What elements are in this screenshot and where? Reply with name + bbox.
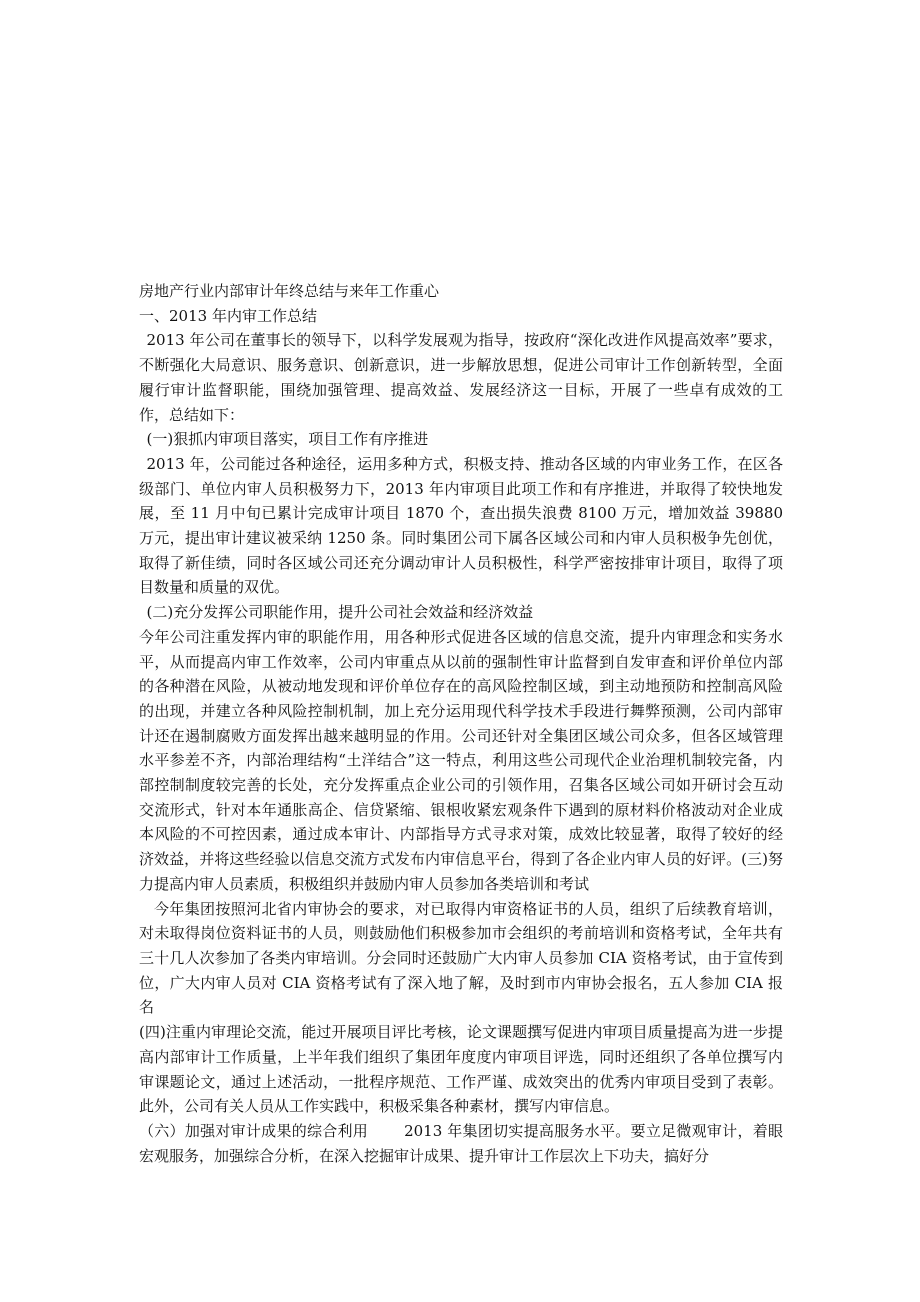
subsection-paragraph-1: 2013 年，公司能过各种途径，运用多种方式，积极支持、推动各区域的内审业务工作，在区各级部门、单位内审人员积极努力下，2013 年内审项目此项工作和有序推进，并取得了较快地发展，至 11 月中旬已累计完成审计项目 1870 个，查出损失浪费 8100 万元，增加效益 39880 万元，提出审计建议被采纳 1250 条。同时集团公司下属各区域公司和内审人员积极争先创优，取得了新佳绩，同时各区域公司还充分调动审计人员积极性，科学严密按排审计项目，取得了项目数量和质量的双优。	[139, 454, 783, 597]
intro-paragraph: 2013 年公司在董事长的领导下，以科学发展观为指导，按政府“深化改进作风提高效率”要求，不断强化大局意识、服务意识、创新意识，进一步解放思想，促进公司审计工作创新转型，全面履行审计监督职能，围绕加强管理、提高效益、发展经济这一目标，开展了一些卓有成效的工作，总结如下：	[139, 331, 783, 424]
subsection-paragraph-2: 今年公司注重发挥内审的职能作用，用各种形式促进各区域的信息交流，提升内审理念和实务水平，从而提高内审工作效率，公司内审重点从以前的强制性审计监督到自发审查和评价单位内部的各种潜在风险，从被动地发现和评价单位存在的高风险控制区域，到主动地预防和控制高风险的出现，并建立各种风险控制机制，加上充分运用现代科学技术手段进行舞弊预测，公司内部审计还在遏制腐败方面发挥出越来越明显的作用。公司还针对全集团区域公司众多，但各区域管理水平参差不齐，内部治理结构“土洋结合”这一特点，利用这些公司现代企业治理机制较完备，内部控制制度较完善的长处，充分发挥重点企业公司的引领作用，召集各区域公司如开研讨会互动交流形式，针对本年通胀高企、信贷紧缩、银根收紧宏观条件下遇到的原材料价格波动对企业成本风险的不可控因素，通过成本审计、内部指导方式寻求对策，成效比较显著，取得了较好的经济效益，并将这些经验以信息交流方式发布内审信息平台，得到了各企业内审人员的好评。(三)努力提高内审人员素质，积极组织并鼓励内审人员参加各类培训和考试	[139, 627, 783, 893]
subsection-heading-6: （六）加强对审计成果的综合利用	[139, 1121, 369, 1140]
subsection-text-6: 2013 年集团切实提高服务水平。要立足微观审计，着眼宏观服务，加强综合分析，在深入挖掘审计成果、提升审计工作层次上下功夫，搞好分	[139, 1121, 783, 1165]
document-body	[139, 279, 783, 1168]
document-title: 房地产行业内部审计年终总结与来年工作重心	[139, 282, 440, 300]
subsection-heading-1: (一)狠抓内审项目落实，项目工作有序推进	[146, 430, 429, 449]
subsection-paragraph-6	[139, 1119, 783, 1168]
subsection-paragraph-3: 今年集团按照河北省内审协会的要求，对已取得内审资格证书的人员，组织了后续教育培训，对未取得岗位资料证书的人员，则鼓励他们积极参加市会组织的考前培训和资格考试，全年共有三十几人次参加了各类内审培训。分会同时还鼓励广大内审人员参加 CIA 资格考试，由于宣传到位，广大内审人员对 CIA 资格考试有了深入地了解，及时到市内审协会报名，五人参加 CIA 报名	[139, 899, 783, 1017]
subsection-paragraph-4: (四)注重内审理论交流，能过开展项目评比考核，论文课题撰写促进内审项目质量提高为进一步提高内部审计工作质量，上半年我们组织了集团年度度内审项目评选，同时还组织了各单位撰写内审课题论文，通过上述活动，一批程序规范、工作严谨、成效突出的优秀内审项目受到了表彰。此外，公司有关人员从工作实践中，积极采集各种素材，撰写内审信息。	[139, 1023, 783, 1116]
section-heading: 一、2013 年内审工作总结	[139, 306, 317, 325]
subsection-heading-2: (二)充分发挥公司职能作用，提升公司社会效益和经济效益	[146, 603, 534, 622]
